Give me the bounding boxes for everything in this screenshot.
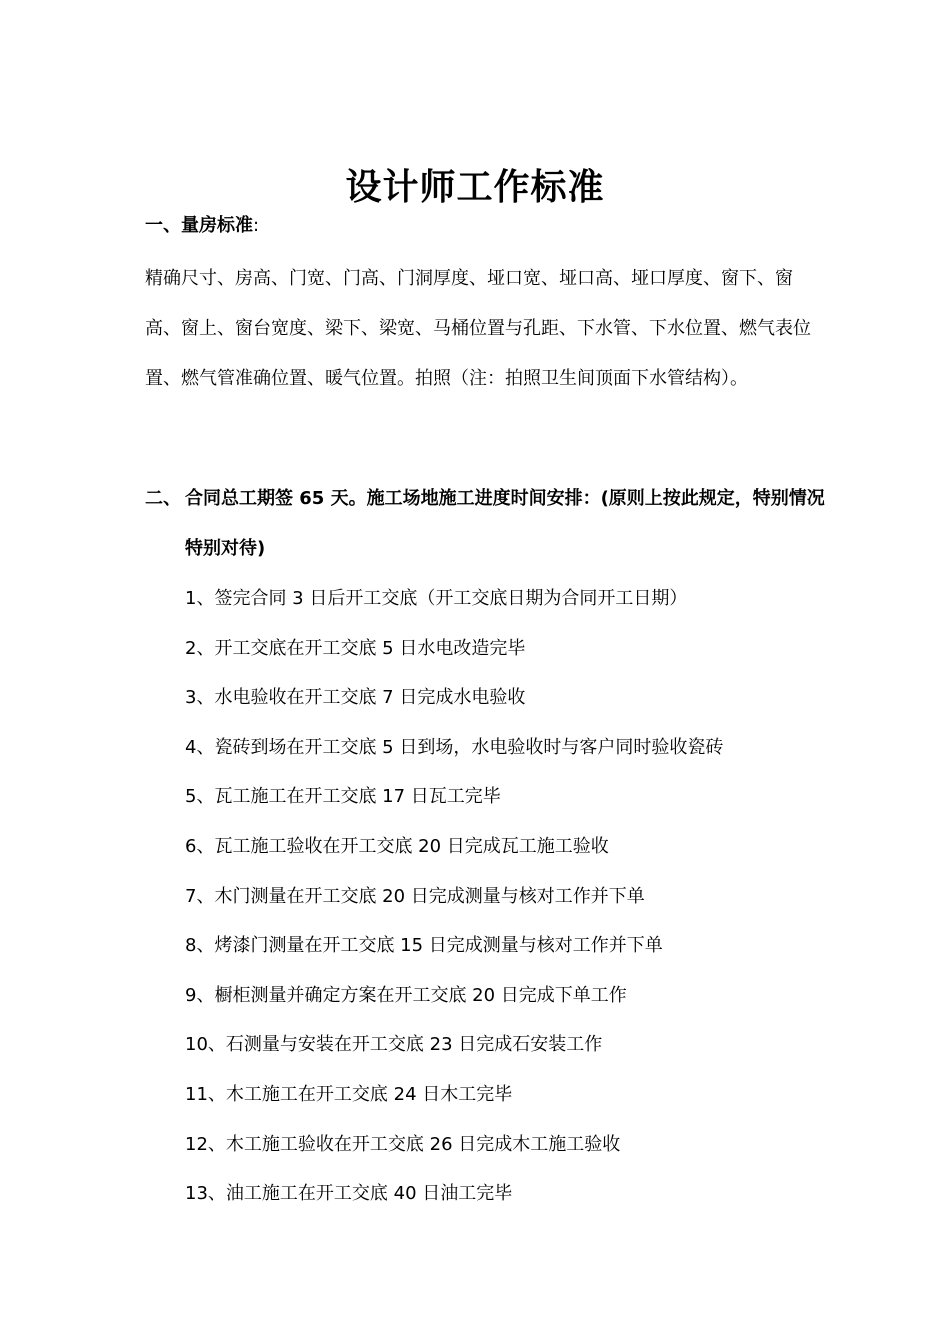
schedule-item: 1、签完合同 3 日后开工交底（开工交底日期为合同开工日期）: [185, 588, 688, 609]
schedule-item: 6、瓦工施工验收在开工交底 20 日完成瓦工施工验收: [185, 835, 609, 857]
schedule-item: 9、橱柜测量并确定方案在开工交底 20 日完成下单工作: [185, 984, 627, 1006]
section-room-measurement: [145, 204, 825, 404]
section-heading-text: 量房标准: [181, 215, 253, 236]
schedule-item: 10、石测量与安装在开工交底 23 日完成石安装工作: [185, 1034, 603, 1056]
section-number: 二、: [145, 488, 181, 509]
schedule-item: 3、水电验收在开工交底 7 日完成水电验收: [185, 687, 526, 709]
schedule-list: [145, 574, 825, 1219]
schedule-item: 5、瓦工施工在开工交底 17 日瓦工完毕: [185, 786, 501, 808]
schedule-item: 7、木门测量在开工交底 20 日完成测量与核对工作并下单: [185, 885, 645, 907]
section-number: 一、: [145, 215, 181, 236]
schedule-item: 4、瓷砖到场在开工交底 5 日到场，水电验收时与客户同时验收瓷砖: [185, 736, 724, 758]
heading-colon: :: [253, 215, 260, 236]
schedule-item: 2、开工交底在开工交底 5 日水电改造完毕: [185, 637, 526, 659]
section-heading: [145, 474, 825, 574]
section-body-paragraph: 精确尺寸、房高、门宽、门高、门洞厚度、垭口宽、垭口高、垭口厚度、窗下、窗高、窗上、窗台宽度、梁下、梁宽、马桶位置与孔距、下水管、下水位置、燃气表位置、燃气管准确位置、暖气位置。拍照（注：拍照卫生间顶面下水管结构）。: [145, 268, 811, 389]
page-title: 设计师工作标准: [345, 167, 605, 209]
schedule-item: 8、烤漆门测量在开工交底 15 日完成测量与核对工作并下单: [185, 935, 663, 957]
section-heading: [145, 204, 825, 248]
section-schedule: [145, 474, 825, 1219]
schedule-item: 12、木工施工验收在开工交底 26 日完成木工施工验收: [185, 1133, 621, 1155]
schedule-item: 11、木工施工在开工交底 24 日木工完毕: [185, 1083, 513, 1105]
section-heading-text: 合同总工期签 65 天。施工场地施工进度时间安排：(原则上按此规定，特别情况特别对待): [185, 488, 825, 559]
schedule-item: 13、油工施工在开工交底 40 日油工完毕: [185, 1183, 513, 1205]
